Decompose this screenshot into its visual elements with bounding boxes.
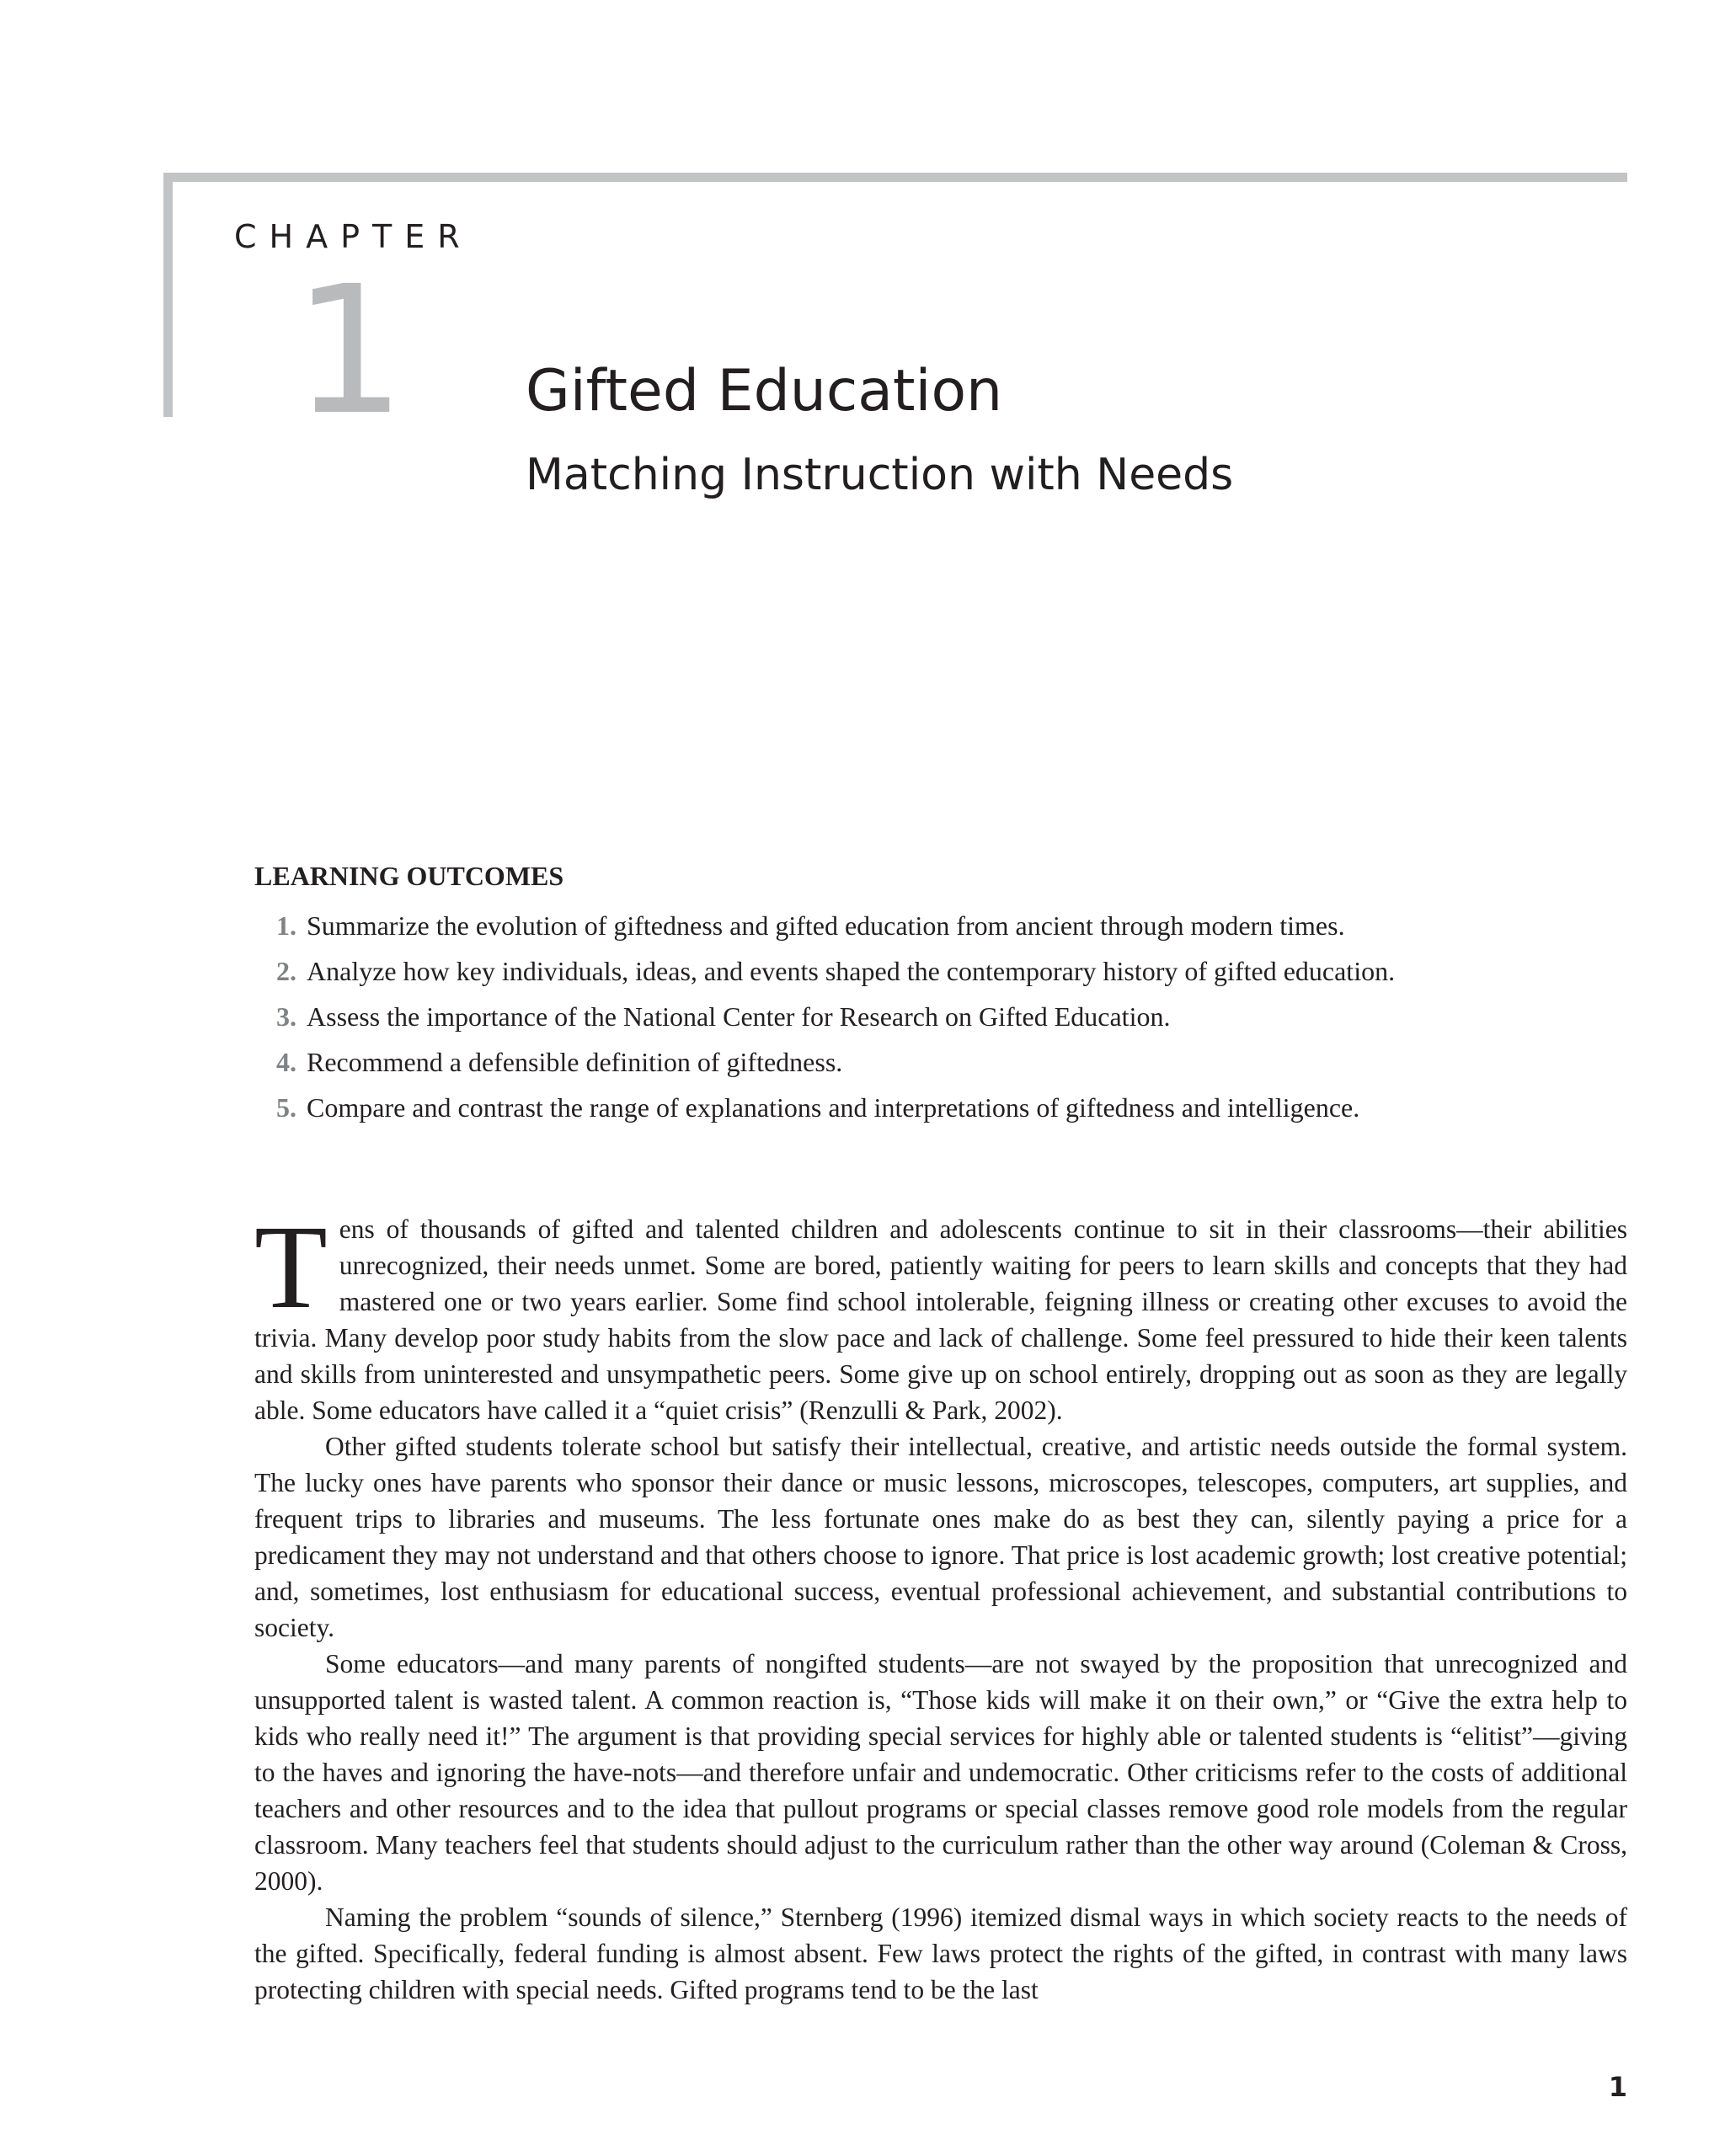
drop-cap: T xyxy=(254,1200,328,1333)
learning-outcome-item xyxy=(254,903,1636,948)
chapter-frame-left-rule xyxy=(163,173,173,417)
outcome-text: Assess the importance of the National Center for Research on Gifted Education. xyxy=(307,1001,1171,1032)
learning-outcomes-heading: LEARNING OUTCOMES xyxy=(254,861,564,891)
paragraph-3: Some educators—and many parents of nongifted students—are not swayed by the proposition that unrecognized and unsupported talent is wasted talent. A common reaction is, “Those kids will make it on their own,” or “Give the extra help to kids who really need it!” The argument is that providing special services for highly able or talented students is “elitist”—giving to the haves and ignoring the have-nots—and therefore unfair and undemocratic. Other criticisms refer to the costs of additional teachers and other resources and to the idea that pullout programs or special classes remove good role models from the regular classroom. Many teachers feel that students should adjust to the curriculum rather than the other way around (Coleman & Cross, 2000). xyxy=(254,1649,1627,1896)
learning-outcome-item xyxy=(254,1039,1636,1085)
chapter-body xyxy=(254,1200,1627,2008)
outcome-text: Analyze how key individuals, ideas, and events shaped the contemporary history of gifted education. xyxy=(307,955,1396,986)
outcome-number: 4. xyxy=(276,1046,296,1077)
outcome-number: 5. xyxy=(276,1091,296,1123)
chapter-title: Gifted Education xyxy=(526,358,1003,424)
outcome-number: 3. xyxy=(276,1001,296,1032)
paragraph-1 xyxy=(254,1200,1627,1428)
chapter-number: 1 xyxy=(293,248,406,454)
learning-outcome-item xyxy=(254,948,1636,994)
paragraph-2: Other gifted students tolerate school but satisfy their intellectual, creative, and artistic needs outside the formal system. The lucky ones have parents who sponsor their dance or music lessons, microscopes, telescopes, computers, art supplies, and frequent trips to libraries and museums. The less fortunate ones make do as best they can, silently paying a price for a predicament they may not understand and that others choose to ignore. That price is lost academic growth; lost creative potential; and, sometimes, lost enthusiasm for educational success, eventual professional achievement, and substantial contributions to society. xyxy=(254,1432,1627,1642)
outcome-text: Compare and contrast the range of explanations and interpretations of giftedness and intelligence. xyxy=(307,1091,1360,1123)
chapter-label: CHAPTER xyxy=(234,218,473,255)
learning-outcomes xyxy=(254,859,1636,1130)
outcome-text: Summarize the evolution of giftedness and gifted education from ancient through modern times. xyxy=(307,910,1345,941)
page-number: 1 xyxy=(1608,2071,1627,2103)
paragraph-4: Naming the problem “sounds of silence,” Sternberg (1996) itemized dismal ways in which society reacts to the needs of the gifted. Specifically, federal funding is almost absent. Few laws protect the rights of the gifted, in contrast with many laws protecting children with special needs. Gifted programs tend to be the last xyxy=(254,1903,1627,2004)
learning-outcome-item xyxy=(254,1085,1636,1130)
outcome-number: 1. xyxy=(276,910,296,941)
paragraph-1-text: ens of thousands of gifted and talented children and adolescents continue to sit in their classrooms—their abilities unrecognized, their needs unmet. Some are bored, patiently waiting for peers to learn skills and concepts that they had mastered one or two years earlier. Some find school intolerable, feigning illness or creating other excuses to avoid the trivia. Many develop poor study habits from the slow pace and lack of challenge. Some feel pressured to hide their keen talents and skills from uninterested and unsympathetic peers. Some give up on school entirely, dropping out as soon as they are legally able. Some educators have called it a “quiet crisis” (Renzulli & Park, 2002). xyxy=(254,1214,1627,1425)
outcome-text: Recommend a defensible definition of giftedness. xyxy=(307,1046,843,1077)
chapter-subtitle: Matching Instruction with Needs xyxy=(526,450,1234,500)
learning-outcomes-list xyxy=(254,903,1636,1130)
outcome-number: 2. xyxy=(276,955,296,986)
learning-outcome-item xyxy=(254,994,1636,1039)
chapter-frame-top-rule xyxy=(163,173,1627,182)
